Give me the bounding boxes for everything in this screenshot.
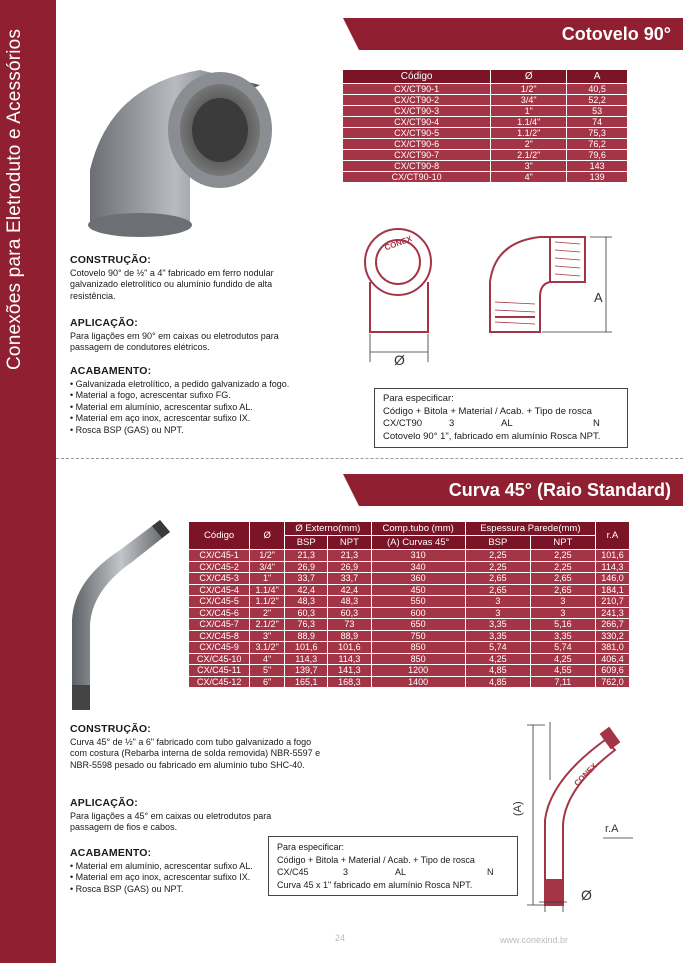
table-cell: 850 [371, 642, 465, 654]
list-item: • Material em alumínio, acrescentar sufixo AL. [70, 401, 253, 412]
table-cell: CX/C45-2 [189, 561, 250, 573]
table-cell: 3,35 [530, 630, 595, 642]
table-row [343, 172, 628, 183]
table-cell: CX/CT90-2 [343, 95, 491, 106]
table-cell: 1200 [371, 665, 465, 677]
list-item: • Material em aço inox, acrescentar sufixo IX. [70, 413, 251, 423]
table-cell: 3 [530, 596, 595, 608]
curva-brand: CONEX [572, 761, 599, 788]
table-cell: 381,0 [595, 642, 629, 654]
list-item: • Rosca BSP (GAS) ou NPT. [70, 883, 184, 894]
table-row [343, 128, 628, 139]
col-diametro: Ø [250, 522, 285, 550]
table-cell: 168,3 [328, 676, 371, 688]
table-cell: 3 [465, 607, 530, 619]
table-row [189, 550, 630, 562]
table-cell: 4,85 [465, 665, 530, 677]
col-codigo: Código [343, 70, 491, 84]
col-diametro: Ø [491, 70, 567, 84]
curva-acabamento [70, 848, 280, 895]
table-cell: 2,65 [530, 573, 595, 585]
heading: ACABAMENTO: [70, 365, 152, 377]
table-cell: 600 [371, 607, 465, 619]
table-cell: 3/4" [250, 561, 285, 573]
col-a: A [567, 70, 628, 84]
text: Para ligações a 45° em caixas ou eletrodutos para passagem de fios e cabos. [70, 810, 272, 832]
table-row [189, 584, 630, 596]
table-cell: 2.1/2" [250, 619, 285, 631]
table-cell: CX/CT90-3 [343, 106, 491, 117]
curva-diagram [505, 720, 655, 915]
table-cell: 143 [567, 161, 628, 172]
table-cell: 26,9 [285, 561, 328, 573]
table-cell: 146,0 [595, 573, 629, 585]
table-cell: 2" [491, 139, 567, 150]
table-cell: 74 [567, 117, 628, 128]
table-cell: 4,55 [530, 665, 595, 677]
table-cell: 2.1/2" [491, 150, 567, 161]
spec-formula: Código + Bitola + Material / Acab. + Tipo de rosca [383, 405, 592, 417]
table-cell: 88,9 [328, 630, 371, 642]
list-item: • Rosca BSP (GAS) ou NPT. [70, 424, 184, 435]
table-cell: 139 [567, 172, 628, 183]
table-row [343, 117, 628, 128]
table-cell: 1.1/4" [250, 584, 285, 596]
cotovelo-aplicacao [70, 318, 320, 354]
table-cell: 550 [371, 596, 465, 608]
table-cell: CX/CT90-7 [343, 150, 491, 161]
curva-construcao [70, 724, 330, 771]
table-row [189, 642, 630, 654]
spec-bitola: 3 [343, 867, 349, 877]
curva-table [188, 521, 630, 688]
table-row [343, 150, 628, 161]
table-row [189, 573, 630, 585]
table-cell: 21,3 [285, 550, 328, 562]
table-row [189, 561, 630, 573]
table-cell: 5,74 [530, 642, 595, 654]
table-cell: 3,35 [465, 630, 530, 642]
text: Cotovelo 90° de ½" a 4" fabricado em ferro nodular galvanizado eletrolítico ou alumínio fundido de alta resistência. [70, 267, 274, 301]
website: www.conexind.br [500, 935, 569, 945]
table-cell: 360 [371, 573, 465, 585]
curva-dim-d: Ø [581, 887, 592, 903]
table-cell: 330,2 [595, 630, 629, 642]
table-cell: CX/C45-11 [189, 665, 250, 677]
table-cell: 650 [371, 619, 465, 631]
list-item: • Material em alumínio, acrescentar sufixo AL. [70, 860, 253, 871]
table-cell: 6" [250, 676, 285, 688]
table-row [189, 607, 630, 619]
table-cell: 762,0 [595, 676, 629, 688]
table-cell: 2,65 [465, 573, 530, 585]
table-row [189, 676, 630, 688]
table-row [189, 596, 630, 608]
table-cell: 165,1 [285, 676, 328, 688]
table-cell: 101,6 [328, 642, 371, 654]
table-cell: 1.1/4" [491, 117, 567, 128]
heading: APLICAÇÃO: [70, 317, 138, 329]
col-codigo: Código [189, 522, 250, 550]
table-cell: 1" [250, 573, 285, 585]
table-cell: 21,3 [328, 550, 371, 562]
spec-rosca: N [593, 418, 600, 429]
table-cell: 1.1/2" [250, 596, 285, 608]
table-cell: 75,3 [567, 128, 628, 139]
col-externo: Ø Externo(mm) [285, 522, 371, 536]
spec-example [383, 418, 619, 431]
heading: CONSTRUÇÃO: [70, 254, 151, 266]
table-cell: 1400 [371, 676, 465, 688]
table-cell: 1.1/2" [491, 128, 567, 139]
heading: ACABAMENTO: [70, 847, 152, 859]
table-row [189, 665, 630, 677]
table-cell: 609,6 [595, 665, 629, 677]
table-cell: CX/C45-4 [189, 584, 250, 596]
cotovelo-table [342, 69, 628, 183]
sub-npt: NPT [328, 536, 371, 550]
section-divider [56, 458, 683, 459]
table-cell: 3 [530, 607, 595, 619]
col-comp: Comp.tubo (mm) [371, 522, 465, 536]
table-cell: 26,9 [328, 561, 371, 573]
cotovelo-diagram [350, 222, 630, 372]
list-item: • Material em aço inox, acrescentar sufixo IX. [70, 872, 251, 882]
table-cell: 4" [250, 653, 285, 665]
table-cell: 60,3 [285, 607, 328, 619]
table-cell: 3/4" [491, 95, 567, 106]
table-cell: 1/2" [491, 84, 567, 95]
table-cell: CX/C45-3 [189, 573, 250, 585]
table-cell: 5" [250, 665, 285, 677]
table-cell: 2,25 [530, 550, 595, 562]
table-cell: CX/C45-10 [189, 653, 250, 665]
table-cell: 73 [328, 619, 371, 631]
spec-material: AL [501, 418, 513, 429]
spec-formula: Código + Bitola + Material / Acab. + Tipo de rosca [277, 854, 475, 865]
table-cell: 139,7 [285, 665, 328, 677]
table-cell: 406,4 [595, 653, 629, 665]
table-cell: 114,3 [595, 561, 629, 573]
col-espessura: Espessura Parede(mm) [465, 522, 595, 536]
table-cell: 2,65 [465, 584, 530, 596]
table-cell: 266,7 [595, 619, 629, 631]
text: Para ligações em 90° em caixas ou eletrodutos para passagem de condutores elétricos. [70, 330, 279, 352]
table-cell: 850 [371, 653, 465, 665]
cotovelo-construcao [70, 255, 320, 302]
table-cell: 1/2" [250, 550, 285, 562]
table-cell: 7,11 [530, 676, 595, 688]
table-cell: 2,65 [530, 584, 595, 596]
table-cell: CX/CT90-8 [343, 161, 491, 172]
table-cell: 4,25 [465, 653, 530, 665]
curva-photo [60, 510, 180, 710]
table-cell: 3 [465, 596, 530, 608]
section-title-cotovelo: Cotovelo 90° [359, 18, 683, 50]
table-cell: CX/CT90-5 [343, 128, 491, 139]
table-cell: 53 [567, 106, 628, 117]
cotovelo-dim-a: A [594, 290, 603, 305]
curva-aplicacao [70, 798, 310, 834]
spec-bitola: 3 [449, 418, 455, 429]
list-item: • Galvanizada eletrolítico, a pedido galvanizado a fogo. [70, 378, 290, 389]
table-cell: 2,25 [465, 550, 530, 562]
curva-spec-box [268, 836, 518, 896]
sub-curvas: (A) Curvas 45° [371, 536, 465, 550]
spec-title: Para especificar: [277, 842, 345, 852]
table-row [189, 619, 630, 631]
curva-dim-a: (A) [512, 801, 524, 816]
table-cell: 5,16 [530, 619, 595, 631]
table-row [343, 139, 628, 150]
page-number: 24 [335, 933, 346, 943]
table-cell: CX/C45-7 [189, 619, 250, 631]
table-cell: 4,85 [465, 676, 530, 688]
table-cell: 101,6 [285, 642, 328, 654]
table-cell: 5,74 [465, 642, 530, 654]
section-title-curva: Curva 45° (Raio Standard) [359, 474, 683, 506]
table-row [189, 653, 630, 665]
spec-title: Para especificar: [383, 393, 454, 404]
table-cell: 3" [250, 630, 285, 642]
spec-rosca: N [487, 867, 494, 877]
table-cell: 42,4 [285, 584, 328, 596]
table-cell: 3.1/2" [250, 642, 285, 654]
table-cell: 48,3 [328, 596, 371, 608]
table-row [189, 630, 630, 642]
table-cell: CX/C45-6 [189, 607, 250, 619]
sidebar [0, 0, 56, 963]
table-cell: CX/CT90-10 [343, 172, 491, 183]
spec-material: AL [395, 867, 407, 877]
table-cell: CX/C45-8 [189, 630, 250, 642]
table-row [343, 161, 628, 172]
table-cell: 3" [491, 161, 567, 172]
sub-bsp: BSP [465, 536, 530, 550]
spec-code: CX/C45 [277, 867, 309, 877]
table-cell: 40,5 [567, 84, 628, 95]
table-cell: 310 [371, 550, 465, 562]
table-cell: 42,4 [328, 584, 371, 596]
table-cell: 340 [371, 561, 465, 573]
table-cell: CX/C45-9 [189, 642, 250, 654]
sidebar-label: Conexões para Eletroduto e Acessórios [4, 28, 25, 370]
table-row [343, 95, 628, 106]
table-row [343, 106, 628, 117]
cotovelo-dim-d: Ø [394, 352, 405, 368]
table-cell: 33,7 [328, 573, 371, 585]
table-cell: 48,3 [285, 596, 328, 608]
spec-example [277, 866, 509, 879]
table-cell: CX/C45-1 [189, 550, 250, 562]
table-cell: 76,3 [285, 619, 328, 631]
table-cell: 101,6 [595, 550, 629, 562]
table-cell: CX/C45-5 [189, 596, 250, 608]
table-cell: 3,35 [465, 619, 530, 631]
elbow-photo [80, 60, 280, 240]
heading: CONSTRUÇÃO: [70, 723, 151, 735]
table-cell: 210,7 [595, 596, 629, 608]
table-cell: 141,3 [328, 665, 371, 677]
table-cell: 114,3 [285, 653, 328, 665]
cotovelo-brand: CONEX [383, 234, 414, 253]
table-cell: 4,25 [530, 653, 595, 665]
spec-description: Curva 45 x 1" fabricado em alumínio Rosca NPT. [277, 879, 473, 890]
table-cell: 4" [491, 172, 567, 183]
heading: APLICAÇÃO: [70, 797, 138, 809]
table-cell: 184,1 [595, 584, 629, 596]
cotovelo-acabamento [70, 366, 350, 436]
table-cell: 60,3 [328, 607, 371, 619]
cotovelo-spec-box [374, 388, 628, 448]
table-cell: 1" [491, 106, 567, 117]
table-cell: 241,3 [595, 607, 629, 619]
spec-description: Cotovelo 90° 1", fabricado em alumínio Rosca NPT. [383, 430, 601, 442]
text: Curva 45° de ½" a 6" fabricado com tubo galvanizado a fogo com costura (Rebarba interna de solda removida) NBR-5597 e NBR-5598 pesado ou fabricado em alumínio tubo SHC-40. [70, 736, 321, 770]
table-cell: 79,6 [567, 150, 628, 161]
table-cell: 750 [371, 630, 465, 642]
table-cell: CX/CT90-1 [343, 84, 491, 95]
table-cell: 2,25 [465, 561, 530, 573]
table-cell: CX/CT90-6 [343, 139, 491, 150]
table-cell: 76,2 [567, 139, 628, 150]
table-cell: 33,7 [285, 573, 328, 585]
table-row [343, 84, 628, 95]
table-cell: CX/CT90-4 [343, 117, 491, 128]
table-cell: 114,3 [328, 653, 371, 665]
table-cell: 88,9 [285, 630, 328, 642]
table-cell: 2" [250, 607, 285, 619]
col-ra: r.A [595, 522, 629, 550]
table-cell: CX/C45-12 [189, 676, 250, 688]
curva-dim-r: r.A [605, 823, 619, 835]
table-cell: 2,25 [530, 561, 595, 573]
sub-bsp: BSP [285, 536, 328, 550]
table-cell: 52,2 [567, 95, 628, 106]
spec-code: CX/CT90 [383, 418, 423, 429]
table-cell: 450 [371, 584, 465, 596]
sub-npt: NPT [530, 536, 595, 550]
list-item: • Material a fogo, acrescentar sufixo FG. [70, 390, 231, 400]
